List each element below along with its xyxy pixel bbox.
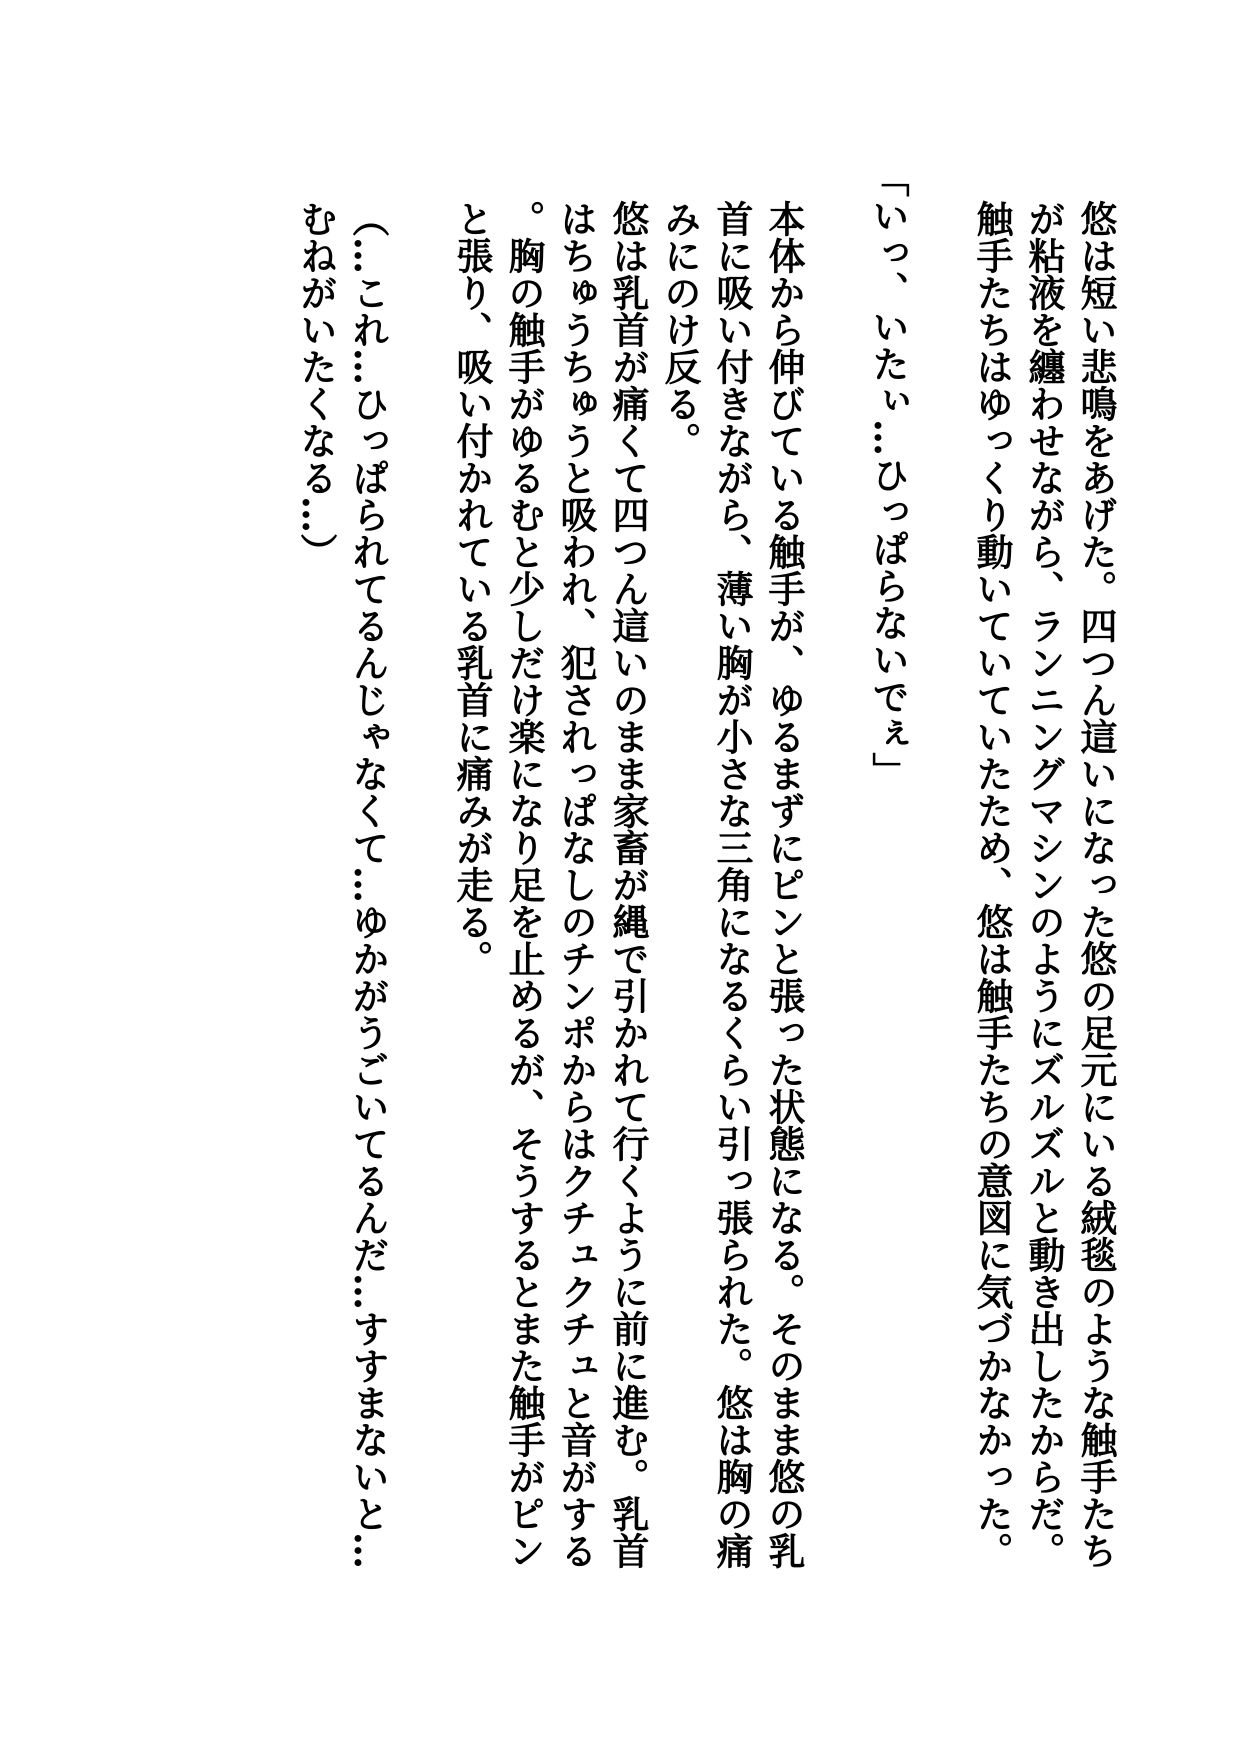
inner-monologue: （…これ…ひっぱられてるんじゃなくて…ゆかがうごいてるんだ…すすまないと…むねがいたくなる…） — [294, 200, 390, 1569]
dialogue-line: 「いっ、いたぃ…ひっぱらないでぇ」 — [866, 160, 910, 789]
vertical-text-body — [262, 160, 1122, 1600]
paragraph-1: 悠は短い悲鳴をあげた。四つん這いになった悠の足元にいる絨毯のような触手たちが粘液を纏わせながら、ランニングマシンのようにズルズルと動き出したからだ。触手たちはゆっくり動いていていたため、悠は触手たちの意図に気づかなかった。 — [970, 200, 1118, 1569]
paragraph-3: 悠は乳首が痛くて四つん這いのまま家畜が縄で引かれて行くように前に進む。乳首はちゅうちゅうと吸われ、犯されっぱなしのチンポからはクチュクチュと音がする。胸の触手がゆるむと少しだけ楽になり足を止めるが、そうするとまた触手がピンと張り、吸い付かれている乳首に痛みが走る。 — [450, 200, 650, 1569]
paragraph-2: 本体から伸びている触手が、ゆるまずにピンと張った状態になる。そのまま悠の乳首に吸い付きながら、薄い胸が小さな三角になるくらい引っ張られた。悠は胸の痛みにのけ反る。 — [658, 200, 806, 1569]
